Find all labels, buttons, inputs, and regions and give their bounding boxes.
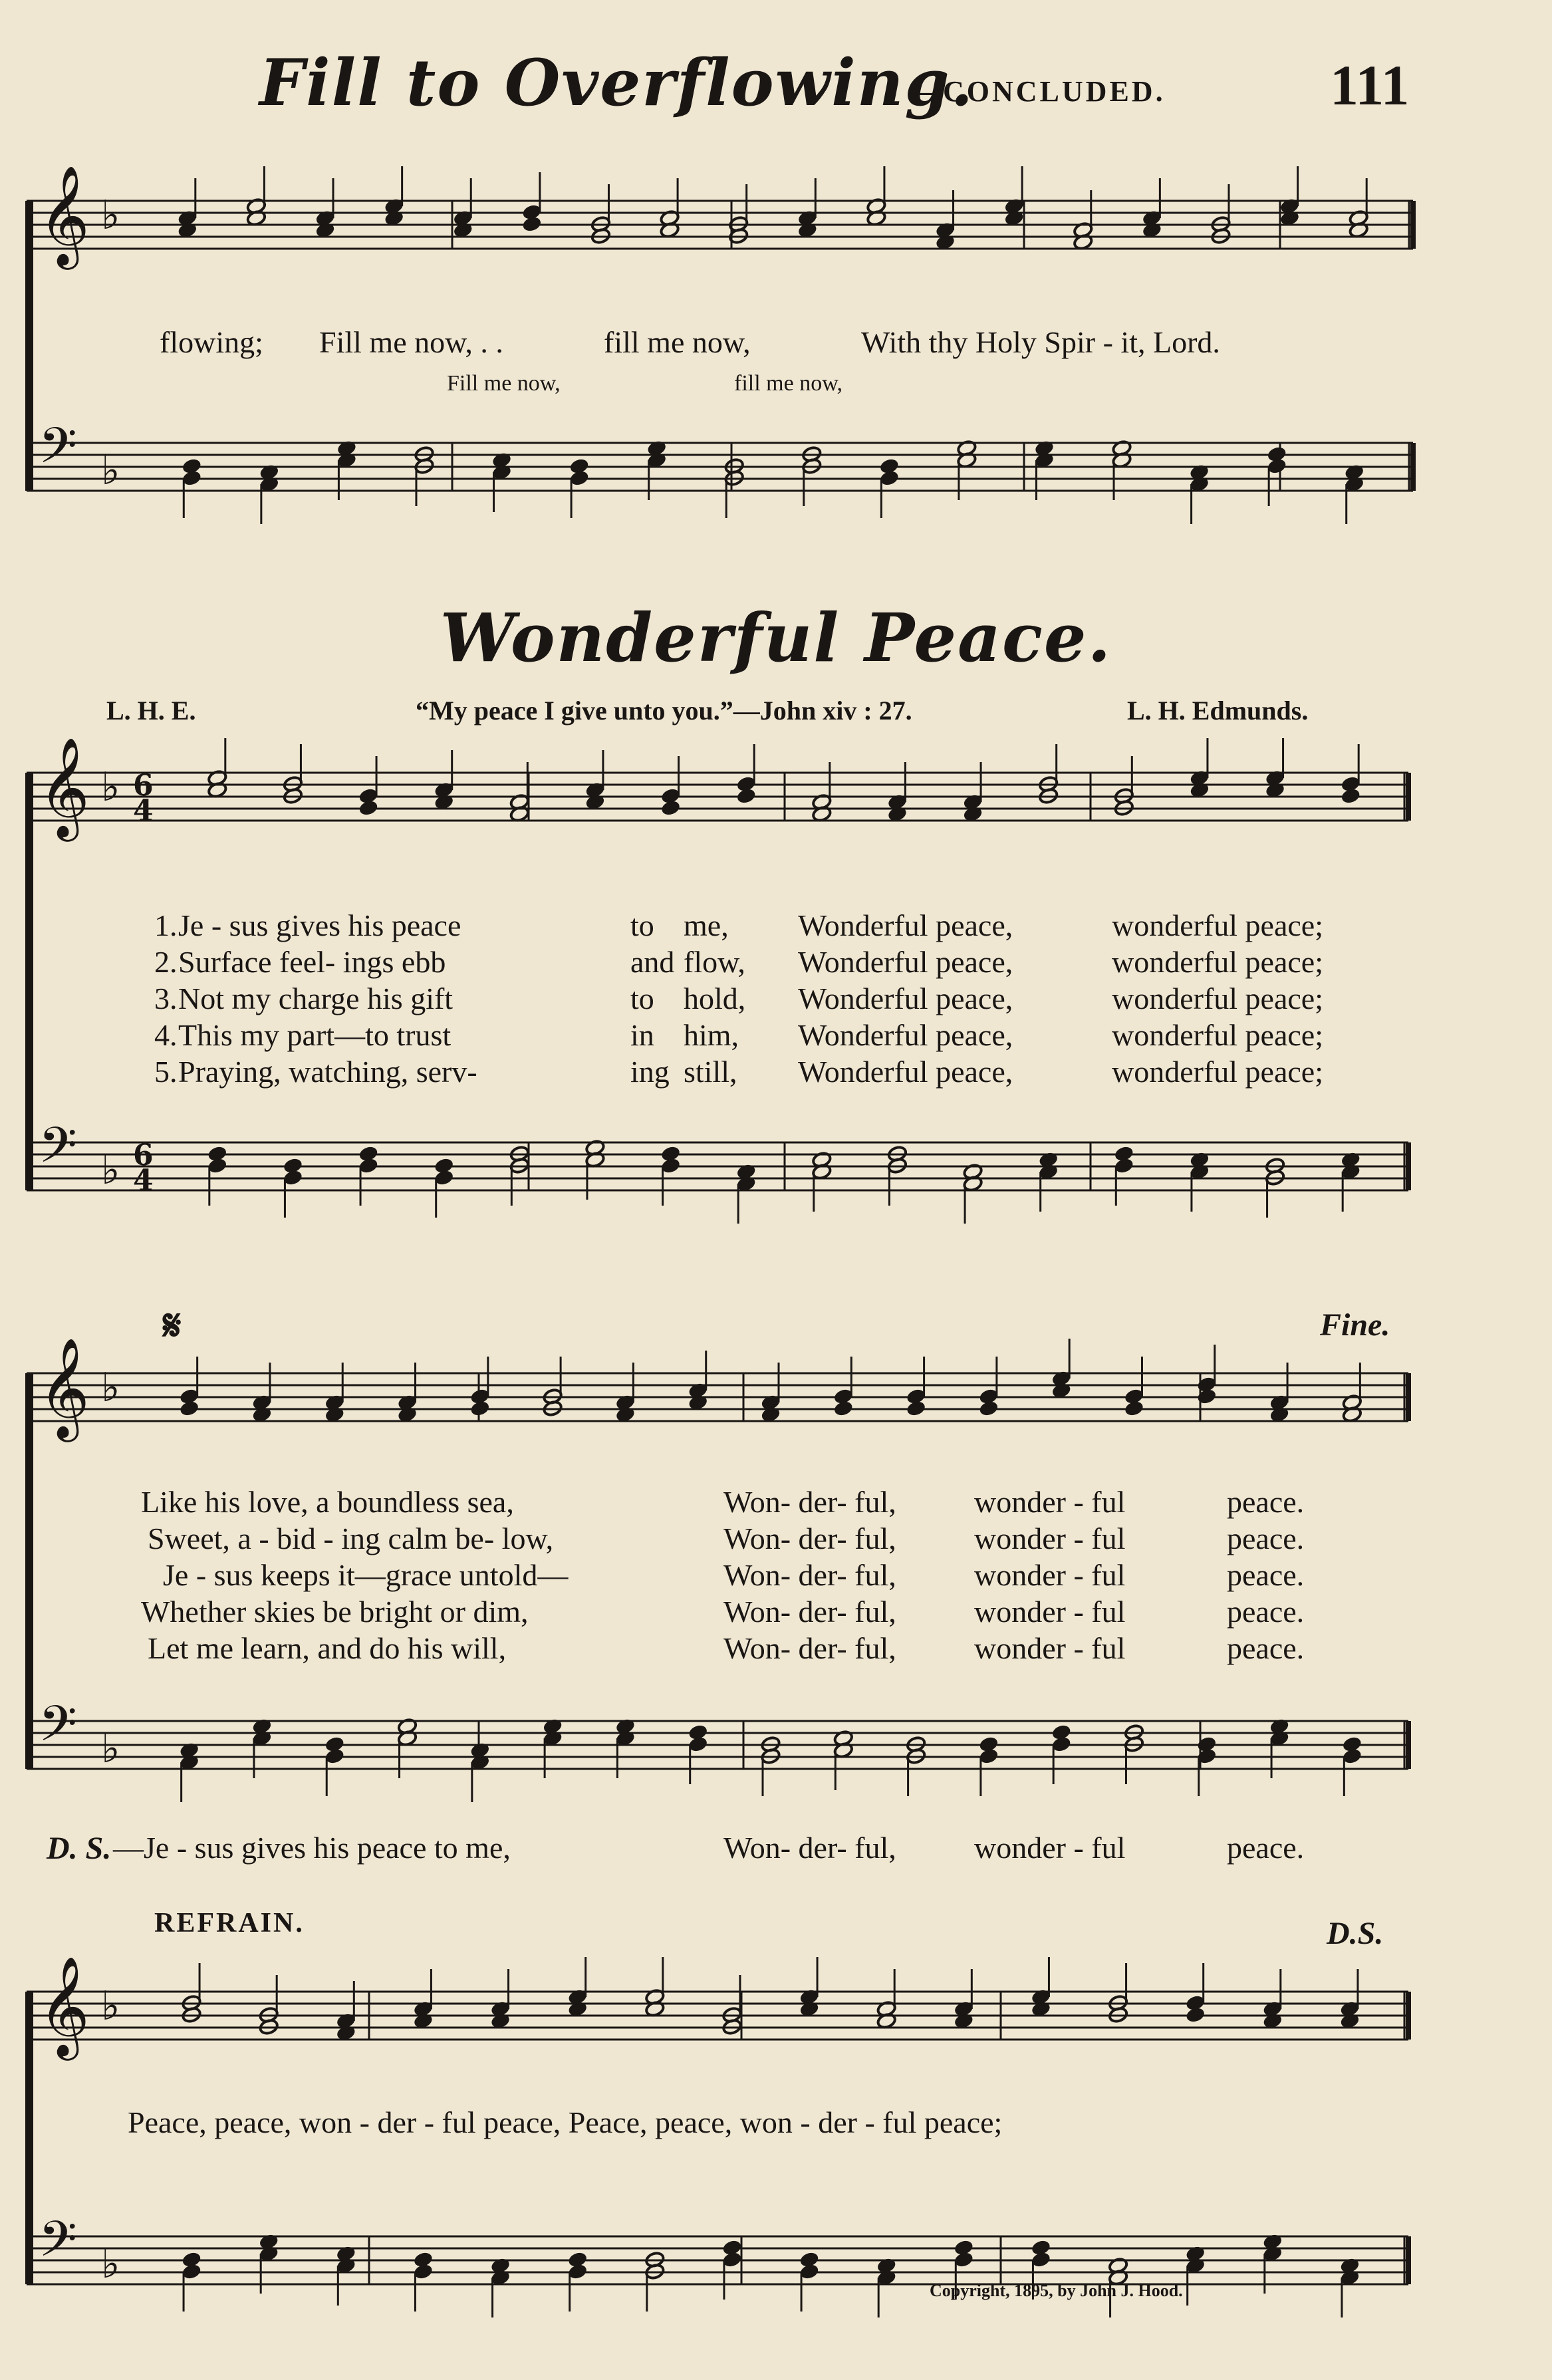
hymn1-concluded-label: —CONCLUDED. xyxy=(911,75,1166,108)
verse-3-line2-b: Won- der- ful, xyxy=(723,1558,896,1592)
svg-text:𝄞: 𝄞 xyxy=(39,164,90,265)
hymn2-scripture: “My peace I give unto you.”—John xiv : 27. xyxy=(416,696,912,726)
svg-text:𝄋: 𝄋 xyxy=(163,1301,182,1351)
copyright-notice: Copyright, 1895, by John J. Hood. xyxy=(930,2281,1183,2300)
verse-2-line2-c: wonder - ful xyxy=(974,1521,1126,1555)
verse-2-line1-d: Wonderful peace, xyxy=(798,945,1013,979)
hymn2-composer: L. H. Edmunds. xyxy=(1127,696,1309,726)
verse-3-line2-a: Je - sus keeps it—grace untold— xyxy=(163,1558,569,1592)
verse-1-line1-num: 1. xyxy=(154,908,178,942)
verse-3-line1-e: wonderful peace; xyxy=(1112,982,1324,1015)
ds-lyric-c: wonder - ful xyxy=(974,1831,1126,1865)
svg-text:6: 6 xyxy=(133,1138,154,1172)
verse-2-line1-b: and xyxy=(630,945,675,979)
verse-4-line2-a: Whether skies be bright or dim, xyxy=(141,1595,529,1629)
hymn2-author: L. H. E. xyxy=(106,696,196,726)
verse-2-line2-b: Won- der- ful, xyxy=(723,1521,896,1555)
svg-text:♭: ♭ xyxy=(101,1726,120,1772)
verse-5-line1-b: ing xyxy=(630,1055,670,1089)
svg-text:4: 4 xyxy=(133,1164,154,1198)
verse-5-line2-a: Let me learn, and do his will, xyxy=(148,1631,507,1665)
verse-5-line1-d: Wonderful peace, xyxy=(798,1055,1013,1089)
page-number: 111 xyxy=(1330,53,1410,117)
ds-end-marker: D.S. xyxy=(1327,1916,1384,1951)
verse-4-line1-num: 4. xyxy=(154,1018,178,1052)
verse-3-line1-a: Not my charge his gift xyxy=(178,982,453,1015)
verse-4-line2-c: wonder - ful xyxy=(974,1595,1126,1629)
svg-text:4: 4 xyxy=(133,794,154,828)
verse-5-line2-c: wonder - ful xyxy=(974,1631,1126,1665)
svg-text:𝄢: 𝄢 xyxy=(39,2210,77,2280)
verse-4-line1-b: in xyxy=(630,1018,654,1052)
verse-1-line1-a: Je - sus gives his peace xyxy=(178,908,461,942)
svg-text:♭: ♭ xyxy=(101,1365,120,1411)
verse-5-line2-d: peace. xyxy=(1227,1631,1305,1665)
verse-2-line1-c: flow, xyxy=(684,945,745,979)
hymn2-title: Wonderful Peace. xyxy=(440,598,1112,677)
svg-text:♭: ♭ xyxy=(101,448,120,494)
svg-text:♭: ♭ xyxy=(101,2241,120,2288)
ds-lyric-b: Won- der- ful, xyxy=(723,1831,896,1865)
verse-2-line1-a: Surface feel- ings ebb xyxy=(178,945,446,979)
svg-text:♭: ♭ xyxy=(101,192,120,239)
verse-1-line1-c: me, xyxy=(684,908,729,942)
verse-3-line1-num: 3. xyxy=(154,982,178,1015)
svg-text:𝄞: 𝄞 xyxy=(39,1955,90,2056)
verse-1-line2-a: Like his love, a boundless sea, xyxy=(141,1485,514,1519)
svg-text:𝄞: 𝄞 xyxy=(39,1337,90,1438)
verse-1-line2-c: wonder - ful xyxy=(974,1485,1126,1519)
svg-text:𝄢: 𝄢 xyxy=(39,1695,77,1765)
verse-2-line1-num: 2. xyxy=(154,945,178,979)
refrain-label: REFRAIN. xyxy=(154,1908,305,1938)
svg-text:♭: ♭ xyxy=(101,1983,120,2030)
hymn1-echo-2: fill me now, xyxy=(734,371,843,396)
ds-marker: D. S. xyxy=(47,1831,112,1866)
verse-4-line1-c: him, xyxy=(684,1018,739,1052)
refrain-lyric: Peace, peace, won - der - ful peace, Peace, peace, won - der - ful peace; xyxy=(128,2105,1003,2139)
verse-2-line2-a: Sweet, a - bid - ing calm be- low, xyxy=(148,1521,554,1555)
hymn1-lyric-4: With thy Holy Spir - it, Lord. xyxy=(861,325,1220,359)
hymn1-lyric-3: fill me now, xyxy=(604,325,751,359)
verse-4-line1-a: This my part—to trust xyxy=(178,1018,452,1052)
svg-text:𝄞: 𝄞 xyxy=(39,736,90,837)
verse-3-line1-b: to xyxy=(630,982,654,1015)
verse-1-line1-d: Wonderful peace, xyxy=(798,908,1013,942)
svg-text:6: 6 xyxy=(133,769,154,803)
verse-1-line2-d: peace. xyxy=(1227,1485,1305,1519)
verse-4-line2-d: peace. xyxy=(1227,1595,1305,1629)
hymn1-lyric-1: flowing; xyxy=(160,325,263,359)
svg-text:♭: ♭ xyxy=(101,764,120,811)
verse-3-line2-d: peace. xyxy=(1227,1558,1305,1592)
verse-3-line1-c: hold, xyxy=(684,982,746,1015)
verse-5-line1-num: 5. xyxy=(154,1055,178,1089)
hymn1-lyric-2: Fill me now, . . xyxy=(319,325,503,359)
svg-text:𝄢: 𝄢 xyxy=(39,1117,77,1186)
fine-marker: Fine. xyxy=(1320,1307,1390,1343)
verse-5-line1-a: Praying, watching, serv- xyxy=(178,1055,477,1089)
verse-4-line1-d: Wonderful peace, xyxy=(798,1018,1013,1052)
verse-2-line2-d: peace. xyxy=(1227,1521,1305,1555)
verse-1-line1-b: to xyxy=(630,908,654,942)
verse-4-line2-b: Won- der- ful, xyxy=(723,1595,896,1629)
verse-3-line1-d: Wonderful peace, xyxy=(798,982,1013,1015)
verse-1-line2-b: Won- der- ful, xyxy=(723,1485,896,1519)
ds-lyric-d: peace. xyxy=(1227,1831,1305,1865)
verse-5-line2-b: Won- der- ful, xyxy=(723,1631,896,1665)
hymn1-title: Fill to Overflowing. xyxy=(259,45,975,120)
svg-text:𝄢: 𝄢 xyxy=(39,417,77,487)
verse-2-line1-e: wonderful peace; xyxy=(1112,945,1324,979)
hymn1-echo-1: Fill me now, xyxy=(447,371,561,396)
verse-4-line1-e: wonderful peace; xyxy=(1112,1018,1324,1052)
verse-1-line1-e: wonderful peace; xyxy=(1112,908,1324,942)
verse-5-line1-e: wonderful peace; xyxy=(1112,1055,1324,1089)
svg-text:♭: ♭ xyxy=(101,1147,120,1194)
verse-3-line2-c: wonder - ful xyxy=(974,1558,1126,1592)
ds-lyric-a: —Je - sus gives his peace to me, xyxy=(113,1831,511,1865)
verse-5-line1-c: still, xyxy=(684,1055,737,1089)
